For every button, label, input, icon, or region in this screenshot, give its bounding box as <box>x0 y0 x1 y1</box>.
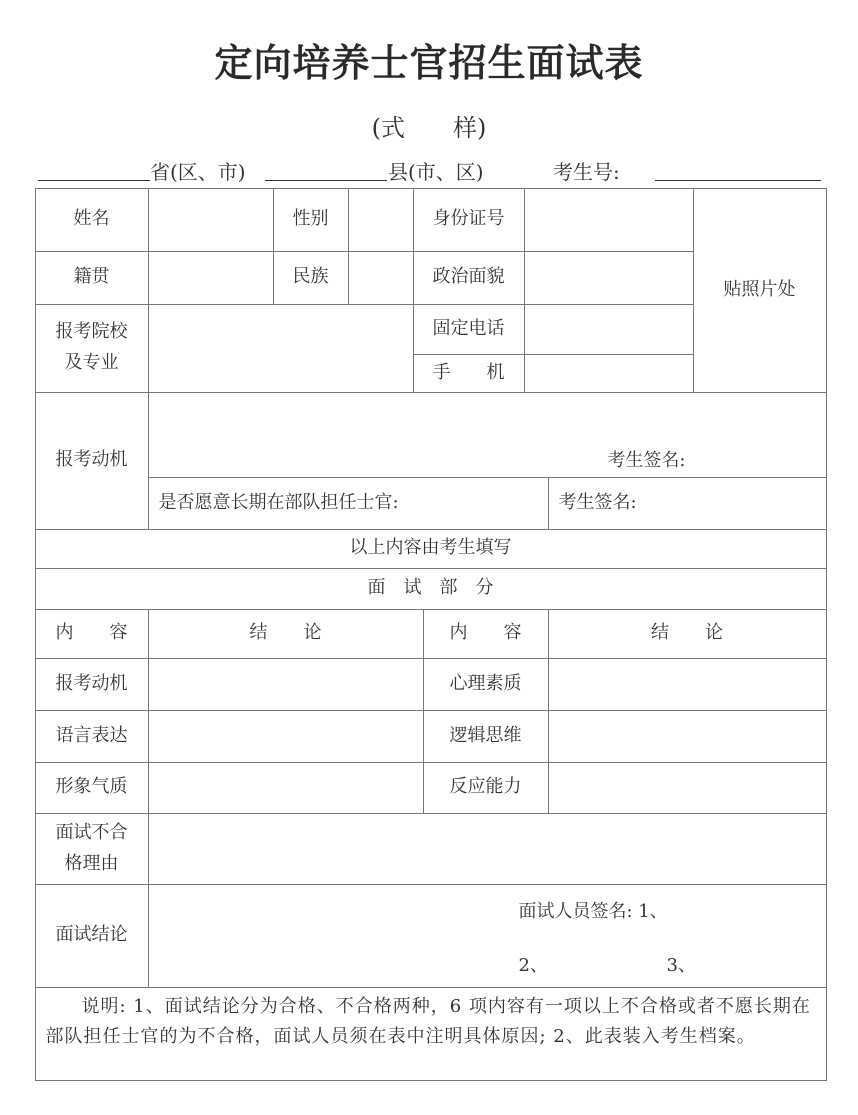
school-major-field[interactable] <box>148 304 414 393</box>
willing-field[interactable]: 是否愿意长期在部队担任士官: <box>148 477 549 530</box>
applicant-sign-field[interactable]: 考生签名: <box>548 477 827 530</box>
ethnicity-field[interactable] <box>348 251 414 305</box>
motive-label: 报考动机 <box>35 392 149 530</box>
mobile-field[interactable] <box>524 354 694 393</box>
interview-section-title: 面 试 部 分 <box>35 568 827 610</box>
ethnicity-label: 民族 <box>273 251 349 305</box>
signer-2-label: 2、 <box>518 954 548 976</box>
item-result[interactable] <box>148 658 424 711</box>
name-label: 姓名 <box>35 188 149 252</box>
notes: 说明: 1、面试结论分为合格、不合格两种，6 项内容有一项以上不合格或者不愿长期在部队担任士官的为不合格，面试人员须在表中注明具体原因; 2、此表装入考生档案。 <box>35 987 827 1081</box>
item-result[interactable] <box>148 710 424 763</box>
col-content-right: 内 容 <box>423 609 549 659</box>
name-field[interactable] <box>148 188 274 252</box>
col-result-right: 结 论 <box>548 609 827 659</box>
item-label: 形象气质 <box>35 762 149 814</box>
political-field[interactable] <box>524 251 694 305</box>
applicant-sign-label: 考生签名: <box>607 449 686 471</box>
landline-label: 固定电话 <box>413 304 525 355</box>
item-label: 报考动机 <box>35 658 149 711</box>
political-label: 政治面貌 <box>413 251 525 305</box>
item-result[interactable] <box>548 762 827 814</box>
item-result[interactable] <box>148 762 424 814</box>
conclusion-label: 面试结论 <box>35 884 149 988</box>
item-label: 逻辑思维 <box>423 710 549 763</box>
filled-by-note: 以上内容由考生填写 <box>35 529 827 569</box>
exam-no-label: 考生号: <box>553 160 620 184</box>
province-blank[interactable] <box>38 180 150 181</box>
gender-label: 性别 <box>273 188 349 252</box>
item-label: 语言表达 <box>35 710 149 763</box>
fail-reason-label: 面试不合格理由 <box>35 813 149 885</box>
fail-reason-field[interactable] <box>148 813 827 885</box>
form-title: 定向培养士官招生面试表 <box>214 40 644 85</box>
col-result-left: 结 论 <box>148 609 424 659</box>
signer-3-label: 3、 <box>666 954 696 976</box>
landline-field[interactable] <box>524 304 694 355</box>
school-major-label: 报考院校及专业 <box>35 304 149 393</box>
county-blank[interactable] <box>265 180 387 181</box>
item-label: 心理素质 <box>423 658 549 711</box>
province-label: 省(区、市) <box>150 160 246 184</box>
motive-field[interactable] <box>148 392 827 478</box>
id-no-field[interactable] <box>524 188 694 252</box>
conclusion-field[interactable] <box>148 884 827 988</box>
gender-field[interactable] <box>348 188 414 252</box>
item-result[interactable] <box>548 710 827 763</box>
native-place-label: 籍贯 <box>35 251 149 305</box>
form-subtitle: (式 样) <box>371 114 487 142</box>
mobile-label: 手 机 <box>413 354 525 393</box>
county-label: 县(市、区) <box>388 160 484 184</box>
photo-box[interactable]: 贴照片处 <box>693 188 827 393</box>
item-result[interactable] <box>548 658 827 711</box>
col-content-left: 内 容 <box>35 609 149 659</box>
exam-no-blank[interactable] <box>655 180 821 181</box>
id-no-label: 身份证号 <box>413 188 525 252</box>
signers-label: 面试人员签名: 1、 <box>518 900 668 922</box>
native-place-field[interactable] <box>148 251 274 305</box>
item-label: 反应能力 <box>423 762 549 814</box>
